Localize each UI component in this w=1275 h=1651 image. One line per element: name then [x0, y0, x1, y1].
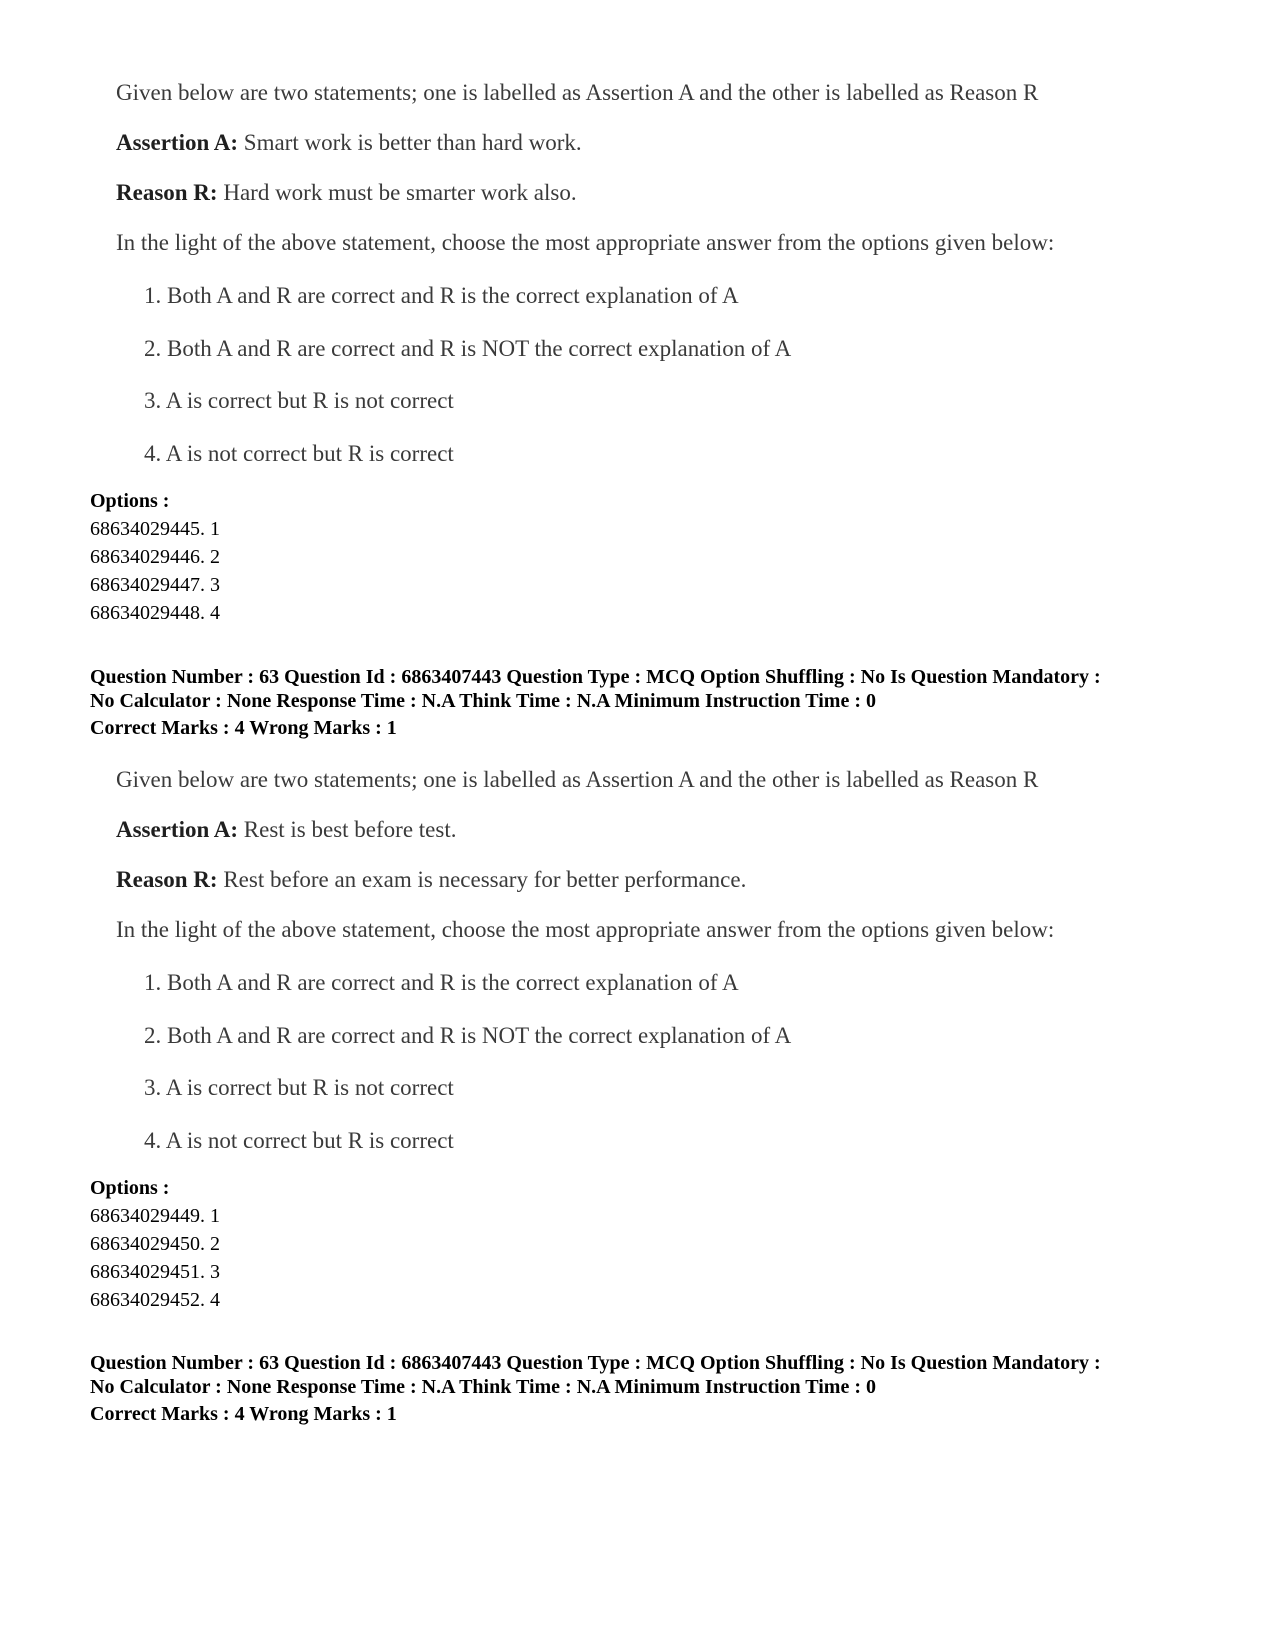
option-item: 68634029447. 3 — [90, 574, 220, 596]
reason-label: Reason R: — [116, 180, 218, 205]
option-item: 68634029445. 1 — [90, 518, 220, 540]
answer-choice: 2. Both A and R are correct and R is NOT the correct explanation of A — [144, 335, 792, 361]
marks-line: Correct Marks : 4 Wrong Marks : 1 — [90, 1403, 397, 1425]
options-list — [90, 1174, 220, 1314]
question-meta-line: Question Number : 63 Question Id : 6863407443 Question Type : MCQ Option Shuffling : No Is Question Mandatory : — [90, 666, 1101, 688]
option-item: 68634029450. 2 — [90, 1233, 220, 1255]
question-instruction: In the light of the above statement, choose the most appropriate answer from the options given below: — [116, 917, 1055, 942]
marks-line: Correct Marks : 4 Wrong Marks : 1 — [90, 717, 397, 739]
reason-label: Reason R: — [116, 867, 218, 892]
question-statement-block — [116, 768, 1116, 1181]
answer-choice: 1. Both A and R are correct and R is the correct explanation of A — [144, 970, 739, 995]
question-metadata — [90, 666, 1210, 741]
answer-choice: 2. Both A and R are correct and R is NOT the correct explanation of A — [144, 1022, 792, 1048]
question-intro: Given below are two statements; one is labelled as Assertion A and the other is labelled as Reason R — [116, 767, 1039, 792]
question-meta-line: No Calculator : None Response Time : N.A Think Time : N.A Minimum Instruction Time : 0 — [90, 1375, 876, 1398]
options-label: Options : — [90, 490, 170, 512]
assertion-line — [116, 131, 1116, 181]
reason-line — [116, 868, 1116, 918]
options-label: Options : — [90, 1177, 170, 1199]
answer-choice: 3. A is correct but R is not correct — [144, 388, 454, 413]
reason-text: Hard work must be smarter work also. — [217, 180, 577, 205]
option-item: 68634029449. 1 — [90, 1205, 220, 1227]
question-meta-line: Question Number : 63 Question Id : 6863407443 Question Type : MCQ Option Shuffling : No Is Question Mandatory : — [90, 1352, 1101, 1374]
question-meta-line: No Calculator : None Response Time : N.A Think Time : N.A Minimum Instruction Time : 0 — [90, 689, 876, 712]
options-list — [90, 487, 220, 627]
answer-choice: 4. A is not correct but R is correct — [144, 1127, 454, 1153]
answer-choice: 3. A is correct but R is not correct — [144, 1075, 454, 1100]
question-metadata — [90, 1352, 1210, 1427]
question-instruction: In the light of the above statement, choose the most appropriate answer from the options given below: — [116, 230, 1055, 255]
answer-choice: 4. A is not correct but R is correct — [144, 440, 454, 466]
option-item: 68634029452. 4 — [90, 1289, 220, 1311]
option-item: 68634029446. 2 — [90, 546, 220, 568]
reason-line — [116, 181, 1116, 231]
assertion-text: Rest is best before test. — [238, 817, 457, 842]
option-item: 68634029448. 4 — [90, 602, 220, 624]
answer-choice: 1. Both A and R are correct and R is the correct explanation of A — [144, 283, 739, 308]
reason-text: Rest before an exam is necessary for better performance. — [217, 867, 747, 892]
assertion-label: Assertion A: — [116, 817, 239, 842]
question-statement-block — [116, 81, 1116, 494]
option-item: 68634029451. 3 — [90, 1261, 220, 1283]
question-intro: Given below are two statements; one is labelled as Assertion A and the other is labelled as Reason R — [116, 80, 1039, 105]
assertion-label: Assertion A: — [116, 130, 239, 155]
assertion-text: Smart work is better than hard work. — [238, 130, 582, 155]
assertion-line — [116, 818, 1116, 868]
